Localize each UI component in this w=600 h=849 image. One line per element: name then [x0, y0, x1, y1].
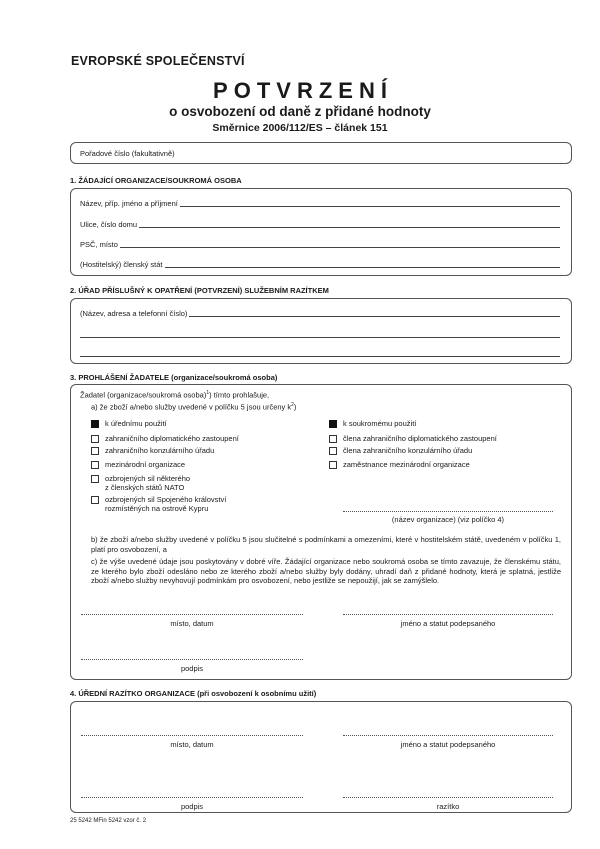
s4-signature-caption: podpis: [180, 802, 204, 811]
checkbox-diplomatic-member[interactable]: [329, 435, 337, 443]
s4-name-status-line[interactable]: [343, 735, 553, 736]
declaration-a: [91, 402, 296, 412]
option-consular-office-label: zahraničního konzulárního úřadu: [105, 446, 215, 455]
signature-line[interactable]: [81, 659, 303, 660]
s4-place-date-line[interactable]: [81, 735, 303, 736]
document-subtitle: o osvobození od daně z přidané hodnoty: [169, 104, 431, 119]
field-state-input[interactable]: [165, 260, 560, 268]
declaration-c: c) že výše uvedené údaje jsou poskytovány v dobré víře. Žádající organizace nebo soukromá osoba se tímto zavazuje, že členskému státu, ze kterého bylo zboží odesláno nebo ze kterého zboží a/nebo služby byly dodány, uhradí daň z přidané hodnoty, která je splatná, jestliže zboží a/nebo služby nevyhovují podmínkám pro osvobození, nebo jestliže se nepoužijí, jak se zamýšlelo.: [91, 557, 561, 585]
field-office-input[interactable]: [189, 309, 560, 317]
org-name-caption: (název organizace) (viz políčko 4): [391, 515, 505, 524]
declaration-a-tail: ): [293, 402, 297, 412]
option-diplomatic-mission[interactable]: [91, 434, 239, 443]
section2-title: 2. ÚŘAD PŘÍSLUŠNÝ K OPATŘENÍ (POTVRZENÍ) SLUŽEBNÍM RAZÍTKEM: [70, 286, 329, 295]
s4-signature-line[interactable]: [81, 797, 303, 798]
place-date-caption: místo, datum: [170, 619, 214, 628]
declaration-b: b) že zboží a/nebo služby uvedené v políčku 5 jsou slučitelné s podmínkami a omezeními, které v hostitelském státě, uvedeném v políčku 1, platí pro osvobození, a: [91, 535, 561, 554]
section4-title: 4. ÚŘEDNÍ RAZÍTKO ORGANIZACE (při osvobození k osobnímu užití): [70, 689, 317, 698]
field-street-row[interactable]: [80, 220, 560, 229]
checkbox-intl-org-employee[interactable]: [329, 461, 337, 469]
signature-caption: podpis: [180, 664, 204, 673]
section3-title: 3. PROHLÁŠENÍ ŽADATELE (organizace/soukromá osoba): [70, 373, 278, 382]
field-office-line-3[interactable]: [80, 356, 560, 357]
directive-reference: Směrnice 2006/112/ES – článek 151: [212, 122, 388, 134]
s4-place-date-caption: místo, datum: [170, 740, 214, 749]
serial-number-box[interactable]: [70, 142, 572, 164]
option-uk-forces-line2: rozmístěných na ostrově Kypru: [105, 504, 209, 513]
option-private-use[interactable]: [329, 419, 416, 428]
name-status-line[interactable]: [343, 614, 553, 615]
option-uk-forces-line1: ozbrojených sil Spojeného království: [105, 495, 227, 504]
declaration-intro-text: Žadatel (organizace/soukromá osoba): [80, 390, 207, 400]
s4-name-status-caption: jméno a statut podepsaného: [400, 740, 496, 749]
option-diplomatic-member[interactable]: [329, 434, 497, 443]
option-official-use-label: k úřednímu použití: [105, 419, 167, 428]
field-zip-input[interactable]: [120, 240, 560, 248]
option-nato-forces-line1: ozbrojených sil některého: [105, 474, 191, 483]
checkbox-private-use[interactable]: [329, 420, 337, 428]
field-name-row[interactable]: [80, 199, 560, 208]
option-uk-forces-cyprus[interactable]: [91, 495, 226, 513]
field-name-input[interactable]: [180, 199, 560, 207]
field-state-row[interactable]: [80, 260, 560, 269]
checkbox-consular-office[interactable]: [91, 447, 99, 455]
option-intl-org-employee[interactable]: [329, 460, 470, 469]
checkbox-consular-member[interactable]: [329, 447, 337, 455]
option-intl-org-employee-label: zaměstnance mezinárodní organizace: [343, 460, 470, 469]
name-status-caption: jméno a statut podepsaného: [400, 619, 496, 628]
option-diplomatic-mission-label: zahraničního diplomatického zastoupení: [105, 434, 239, 443]
checkbox-official-use[interactable]: [91, 420, 99, 428]
checkbox-nato-forces[interactable]: [91, 475, 99, 483]
checkbox-diplomatic-mission[interactable]: [91, 435, 99, 443]
option-nato-forces[interactable]: [91, 474, 190, 492]
field-office-line-2[interactable]: [80, 337, 560, 338]
section1-box: [70, 188, 572, 276]
field-name-label: Název, příp. jméno a příjmení: [80, 199, 178, 208]
section2-box: [70, 298, 572, 364]
section1-title: 1. ŽÁDAJÍCÍ ORGANIZACE/SOUKROMÁ OSOBA: [70, 176, 242, 185]
place-date-line[interactable]: [81, 614, 303, 615]
field-zip-label: PSČ, místo: [80, 240, 118, 249]
option-official-use[interactable]: [91, 419, 167, 428]
option-consular-member[interactable]: [329, 446, 472, 455]
field-street-label: Ulice, číslo domu: [80, 220, 138, 229]
form-code: 25 5242 MFin 5242 vzor č. 2: [70, 818, 147, 824]
org-name: EVROPSKÉ SPOLEČENSTVÍ: [71, 54, 245, 68]
document-title: POTVRZENÍ: [213, 78, 393, 103]
field-street-input[interactable]: [139, 220, 560, 228]
declaration-intro-tail: ) tímto prohlašuje,: [209, 390, 270, 400]
checkbox-uk-forces-cyprus[interactable]: [91, 496, 99, 504]
option-diplomatic-member-label: člena zahraničního diplomatického zastoupení: [343, 434, 497, 443]
section4-box: [70, 701, 572, 813]
option-international-org-label: mezinárodní organizace: [105, 460, 186, 469]
footnote-2-marker: 2: [291, 402, 294, 408]
field-office-label: (Název, adresa a telefonní číslo): [80, 309, 188, 318]
declaration-a-text: a) že zboží a/nebo služby uvedené v políčku 5 jsou určeny k: [91, 402, 292, 412]
s4-stamp-caption: razítko: [436, 802, 460, 811]
option-uk-forces-cyprus-label: [105, 495, 226, 513]
field-zip-row[interactable]: [80, 240, 560, 249]
section3-box: [70, 384, 572, 680]
declaration-intro: [80, 390, 269, 400]
footnote-1-marker: 1: [206, 390, 210, 396]
field-state-label: (Hostitelský) členský stát: [80, 260, 163, 269]
field-office-row[interactable]: [80, 309, 560, 318]
checkbox-international-org[interactable]: [91, 461, 99, 469]
option-international-org[interactable]: [91, 460, 185, 469]
option-private-use-label: k soukromému použití: [343, 419, 417, 428]
s4-stamp-line[interactable]: [343, 797, 553, 798]
org-name-line[interactable]: [343, 511, 553, 512]
option-consular-office[interactable]: [91, 446, 214, 455]
option-consular-member-label: člena zahraničního konzulárního úřadu: [343, 446, 473, 455]
option-nato-forces-line2: z členských států NATO: [105, 483, 185, 492]
serial-number-label: Pořadové číslo (fakultativně): [80, 149, 175, 158]
option-nato-forces-label: [105, 474, 190, 492]
